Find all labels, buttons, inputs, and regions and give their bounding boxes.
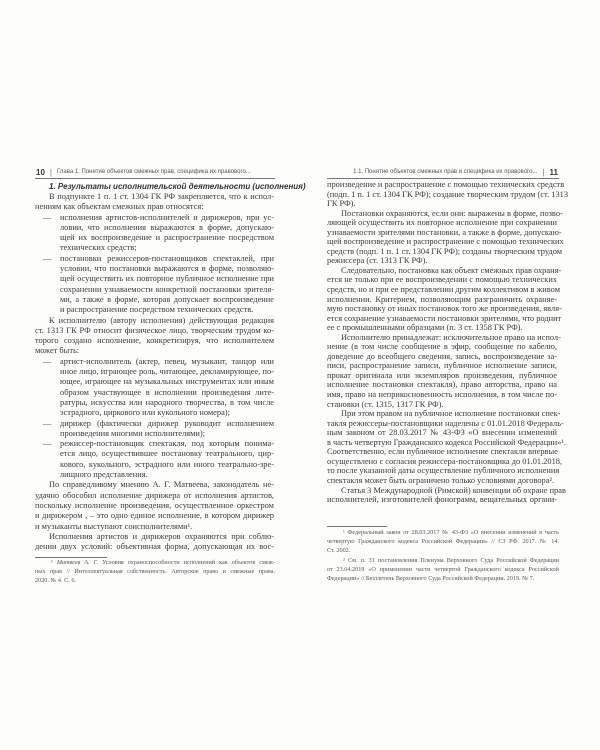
text-line: щей их воспроизведение и распространение посредством — [60, 233, 274, 243]
text-line: осуществлено с согласия режиссера-постановщика до 01.01.2018, — [327, 456, 563, 466]
text-line: К исполнителю (автору исполнения) действующая редакция — [49, 315, 274, 325]
right-footnotes — [327, 528, 559, 583]
text-line: дении двух условий: объективная форма, допускающая их вос- — [35, 542, 274, 552]
paragraph — [35, 316, 274, 357]
footnote-line — [327, 574, 559, 583]
text-line: ГК РФ). — [327, 199, 356, 209]
text-line: постановки режиссеров-постановщиков спектаклей, при — [60, 253, 274, 263]
list-item — [35, 419, 274, 440]
paragraph — [327, 265, 562, 333]
list-item — [35, 213, 274, 254]
text-line: эстрадного, циркового или кукольного номера); — [60, 408, 230, 418]
footnote-line — [327, 546, 559, 555]
list-dash: — — [43, 418, 52, 428]
text-line: Постановки охраняются, если они: выражены в форме, позво- — [341, 208, 563, 218]
running-head: 1.1. Понятие объектов смежных прав и специфика их правового... — [353, 169, 538, 175]
text-line: ется не только при ее воспроизведении с помощью технических — [327, 275, 557, 285]
text-line: условии, что постановки выражаются в форме, позволяю- — [60, 264, 274, 274]
text-line: ее с промышленными образцами (п. 3 ст. 1358 ГК РФ). — [327, 323, 523, 333]
list-item — [35, 254, 274, 316]
text-line: дирижер (фактически дирижер руководит исполнением — [60, 418, 274, 428]
text-line: сохранении узнаваемости конкретной постановки зрителя- — [60, 284, 274, 294]
text-line: в часть четвертую Гражданского кодекса Российской Федерации»¹. — [327, 437, 566, 447]
footnote-line — [35, 576, 275, 585]
text-line: ми, а также в форме, которая допускает воспроизведение — [60, 294, 274, 304]
text-line: В подпункте 1 п. 1 ст. 1304 ГК РФ закрепляется, что к испол- — [49, 192, 274, 201]
text-line: нениям как объектам смежных прав относятся: — [35, 202, 204, 212]
paragraph — [327, 180, 569, 209]
right-page-body — [327, 180, 569, 505]
text-line: ется лицо, осуществившее постановку театрального, цир- — [60, 449, 274, 459]
text-line: ратуры, искусства или народного творчества, в том числе — [60, 397, 274, 407]
footnote — [327, 528, 559, 556]
text-line: иное лицо, играющее роль, читающее, декламирующее, по- — [60, 367, 274, 377]
text-line: и музыканты выступают соисполнителями¹. — [35, 521, 193, 531]
footnote — [327, 556, 559, 584]
text-line: становки (ст. 1315, 1317 ГК РФ). — [327, 399, 444, 409]
text-line: исполнение постановки спектакля), право авторства, право на — [327, 380, 557, 390]
footnote-text: Условия охраноспособности исполнений как объектов смеж- — [102, 559, 276, 566]
footnote-number: ² — [343, 556, 345, 564]
text-line: имя, право на неприкосновенность исполнения, в том числе по- — [327, 390, 557, 400]
text-line: Исполнителю принадлежат: исключительное право на испол- — [341, 332, 561, 342]
list-item — [35, 357, 274, 419]
footnote-line — [35, 558, 275, 567]
text-line: произведения многими исполнителями); — [60, 428, 206, 438]
text-line: кового, кукольного, эстрадного или иного театрально-зре- — [60, 459, 274, 469]
text-line: Соответственно, если публичное исполнение спектакля впервые — [327, 447, 558, 457]
paragraph — [327, 409, 566, 485]
text-line: ловии, что исполнения выражаются в форме, допускаю- — [60, 222, 274, 232]
text-line: поскольку исполнение произведения, осуществленное оркестром — [35, 500, 274, 510]
list-dash: — — [43, 439, 52, 449]
text-line: (подп. 1 п. 1 ст. 1304 ГК РФ); создание творческим трудом (ст. 1313 — [327, 189, 569, 199]
text-line: узнаваемости зрителями постановки, а также в форме, допускаю- — [327, 227, 562, 237]
text-line: и дирижером , – это одно единое исполнение, в котором дирижер — [35, 511, 274, 521]
running-head: Глава 1. Понятие объектов смежных прав, специфика их правового... — [56, 169, 251, 175]
footnote-text: от 23.04.2019 «О применении части четвертой Гражданского кодекса Российской — [327, 565, 559, 573]
text-line: образом участвующее в исполнении произведения лите- — [60, 387, 274, 397]
footnote-line — [35, 567, 275, 576]
section-heading: 1. Результаты исполнительской деятельности (исполнения) — [49, 182, 306, 191]
paragraph — [327, 208, 564, 266]
text-line: По справедливому мнению А. Г. Матвеева, законодатель не- — [49, 480, 274, 490]
text-line: удачно обособил исполнение дирижера от исполнения артистов, — [35, 490, 274, 500]
text-line: доведение до всеобщего сведения, запись, воспроизведение за- — [327, 351, 557, 361]
text-line: то после указанной даты осуществление публичного исполнения — [327, 466, 560, 476]
paragraph — [35, 192, 274, 213]
text-line: исполнении. Критерием, позволяющим разграничить охраняе- — [327, 294, 557, 304]
text-line: лищного представления. — [60, 470, 148, 480]
text-line: ляющей осуществить их повторное исполнение при сохранении — [327, 218, 557, 228]
right-running-header — [336, 167, 558, 177]
text-line: писи, распространение записи, публичное исполнение записи, — [327, 361, 557, 371]
paragraph — [327, 485, 566, 505]
footnote-rule — [327, 526, 387, 527]
footnote — [35, 558, 275, 586]
footnote-text: См. п. 31 постановления Пленума Верховного Суда Российской Федерации — [347, 556, 559, 564]
footnote-text: Ст. 2002. — [327, 547, 351, 555]
text-line: ным законом от 28.03.2017 № 43-ФЗ «О внесении изменений — [327, 428, 557, 438]
text-line: щей воспроизведение и распространение с помощью технических — [327, 237, 564, 247]
text-line: ющее, играющее на музыкальных инструментах или иным — [60, 377, 274, 387]
text-line: и распространение посредством технических средств. — [60, 305, 254, 315]
footnote-text: четвертую Гражданского кодекса Российской Федерации» // СЗ РФ. 2017. № 14. — [327, 538, 559, 546]
header-rule — [35, 178, 275, 179]
footnote-text: ных прав // Интеллектуальная собственность. Авторское право и смежные права. — [35, 568, 275, 576]
page-number: 10 — [36, 167, 45, 177]
paragraph — [327, 332, 561, 409]
text-line: произведение и распространение с помощью технических средств — [327, 180, 565, 189]
header-separator: | — [49, 167, 52, 177]
list-dash: — — [43, 356, 52, 366]
text-line: Исполнения артистов и дирижеров охраняются при соблю- — [49, 531, 274, 541]
page-number: 11 — [549, 167, 558, 177]
text-line: щей осуществить их повторное публичное исполнение при — [60, 274, 274, 284]
left-page-body — [35, 181, 306, 552]
footnote-line — [327, 565, 559, 574]
text-line: артист-исполнитель (актер, певец, музыкант, танцор или — [60, 356, 274, 366]
text-line: исполнения артистов-исполнителей и дирижеров, при ус- — [60, 212, 274, 222]
text-line: Статья 3 Международной (Римской) конвенции об охране прав — [341, 485, 566, 495]
text-line: мую постановку от иных постановок того же произведения, явля- — [327, 304, 562, 314]
footnote-text: Федеральный закон от 28.03.2017 № 43-ФЗ «О внесении изменений в часть — [347, 529, 560, 536]
text-line: технических средств; — [60, 243, 137, 253]
footnote-text: 2020. № 4. С. 6. — [35, 577, 76, 585]
text-line: При этом правом на публичное исполнение постановки спек- — [341, 409, 561, 419]
text-line: режиссер-постановщик спектакля, под которым понима- — [60, 439, 274, 449]
text-line: ст. 1313 ГК РФ относит физическое лицо, творческим трудом ко- — [35, 325, 274, 335]
header-separator: | — [542, 167, 545, 177]
text-line: торого создано исполнение, конкретизируя, что исполнителем — [35, 336, 274, 346]
paragraph — [35, 532, 274, 553]
footnote-text: Федерации» // Бюллетень Верховного Суда Российской Федерации. 2019. № 7. — [327, 574, 535, 582]
left-running-header — [36, 167, 251, 177]
text-line: Следовательно, постановка как объект смежных прав охраня- — [341, 265, 562, 275]
text-line: средств, но и при ее представлении другим коллективом в живом — [327, 285, 561, 295]
footnote-line — [327, 537, 559, 546]
left-footnotes — [35, 558, 275, 586]
text-line: может быть: — [35, 346, 80, 356]
text-line: прокат оригинала или экземпляров произведения, публичное — [327, 370, 557, 380]
text-line: средств (подп. 1 п. 1 ст. 1304 ГК РФ); созданы творческим трудом — [327, 246, 563, 256]
text-line: исполнителей, изготовителей фонограмм, вещательных органи- — [327, 495, 557, 505]
text-line: такля режиссеры-постановщики наделены с 01.01.2018 Федераль- — [327, 418, 564, 428]
footnote-author: Матвеев А. Г. — [56, 559, 99, 566]
footnote-number: ¹ — [343, 529, 345, 536]
list-dash: — — [43, 253, 52, 263]
list-item — [35, 439, 274, 480]
list-dash: — — [43, 212, 52, 222]
footnote-line — [327, 528, 559, 537]
text-line: режиссера (ст. 1313 ГК РФ). — [327, 256, 428, 266]
paragraph — [35, 480, 274, 531]
footnote-line — [327, 556, 559, 565]
text-line: нение (в том числе сообщение в эфир, сообщение по кабелю, — [327, 342, 557, 352]
header-rule — [327, 178, 559, 179]
text-line: ется сохранение узнаваемости постановки зрителями, что роднит — [327, 313, 562, 323]
text-line: спектакля может быть ограничено только условиями договора². — [327, 475, 555, 485]
footnote-number: ¹ — [51, 559, 53, 566]
